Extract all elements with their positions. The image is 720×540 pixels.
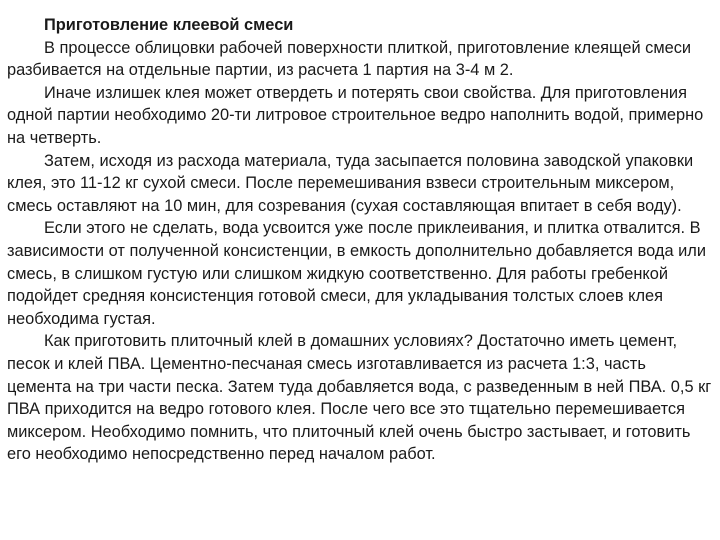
document-title: Приготовление клеевой смеси <box>44 16 294 34</box>
paragraph-homemade-glue: Как приготовить плиточный клей в домашних условиях? Достаточно иметь цемент, песок и клей ПВА. Цементно-песчаная смесь изготавливается из расчета 1:3, часть цемента на три части песка. Затем туда добавляется вода, с разведенным в ней ПВА. 0,5 кг ПВА приходится на ведро готового клея. После чего все это тщательно перемешивается миксером. Необходимо помнить, что плиточный клей очень быстро застывает, и готовить его необходимо непосредственно перед началом работ. <box>7 332 712 464</box>
paragraph-bucket: Иначе излишек клея может отвердеть и потерять свои свойства. Для приготовления одной партии необходимо 20-ти литровое строительное ведро наполнить водой, примерно на четверть. <box>7 83 704 147</box>
paragraph-batches: В процессе облицовки рабочей поверхности плиткой, приготовление клеящей смеси разбивается на отдельные партии, из расчета 1 партия на 3-4 м 2. <box>7 38 692 80</box>
paragraph-consistency: Если этого не сделать, вода усвоится уже после приклеивания, и плитка отвалится. В зависимости от полученной консистенции, в емкость дополнительно добавляется вода или смесь, в слишком густую или слишком жидкую соответственно. Для работы гребенкой подойдет средняя консистенция готовой смеси, для укладывания толстых слоев клея необходима густая. <box>7 219 706 328</box>
paragraph-mixing: Затем, исходя из расхода материала, туда засыпается половина заводской упаковки клея, это 11-12 кг сухой смеси. После перемешивания взвеси строительным миксером, смесь оставляют на 10 мин, для созревания (сухая составляющая впитает в себя воду). <box>7 151 694 215</box>
